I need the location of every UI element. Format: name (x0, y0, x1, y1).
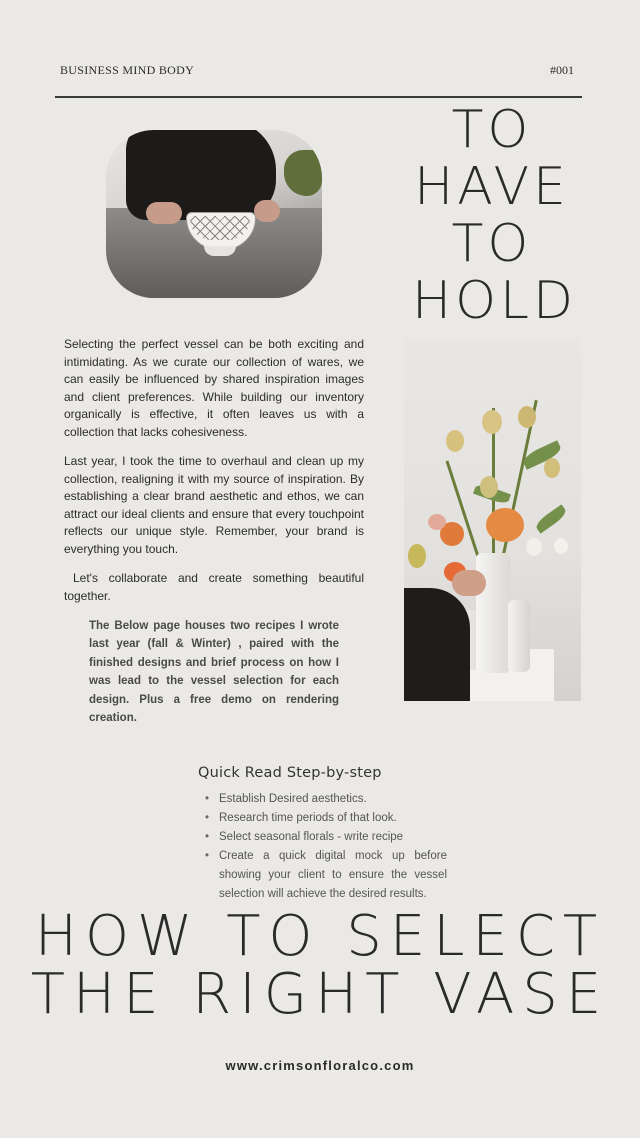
photo-ranunculus-orange (486, 508, 524, 542)
list-item: • Research time periods of that look. (205, 809, 447, 828)
list-item: • Select seasonal florals - write recipe (205, 828, 447, 847)
photo-bowl-base (204, 246, 236, 256)
main-title-line: THE RIGHT VASE (30, 962, 610, 1027)
header-brand: BUSINESS MIND BODY (60, 63, 195, 77)
photo-plant (284, 150, 322, 196)
main-title (0, 904, 640, 1027)
photo-tulip-yellow (446, 430, 464, 452)
main-title-line: HOW TO SELECT (34, 904, 606, 969)
list-item: • Create a quick digital mock up before showing your client to ensure the vessel selection will achieve the desired results. (205, 847, 447, 904)
title-line: TO (451, 100, 533, 160)
photo-vase (508, 600, 530, 672)
photo-hand (452, 570, 486, 596)
photo-bowl-arrangement (106, 130, 322, 298)
photo-flower-pink (428, 514, 446, 530)
footer-website-link[interactable]: www.crimsonfloralco.com (225, 1058, 415, 1073)
photo-tulip-yellow (480, 476, 498, 498)
quick-read-title: Quick Read Step-by-step (198, 765, 382, 781)
recipes-note: The Below page houses two recipes I wrote last year (fall & Winter) , paired with the finished designs and brief process on how I was lead to the vessel selection for each design. Plus a free demo on rendering creation. (89, 620, 339, 725)
quick-read-list (205, 790, 447, 904)
photo-tulip-yellow (518, 406, 536, 428)
list-item: • Establish Desired aesthetics. (205, 790, 447, 809)
photo-arm (404, 588, 470, 701)
photo-hand-right (254, 200, 280, 222)
photo-tulips-vases (404, 338, 581, 701)
photo-tulip-yellow (482, 410, 502, 434)
header-divider (55, 96, 582, 98)
issue-number: #001 (550, 63, 574, 77)
photo-flower-white (526, 538, 542, 556)
overhaul-paragraph: Last year, I took the time to overhaul and clean up my collection, realigning it with my source of inspiration. By establishing a clear brand aesthetic and ethos, we can attract our ideal clients and ensure that every touchpoint reflects our unique style. Remember, your brand is everything you touch. (64, 454, 364, 556)
intro-paragraph: Selecting the perfect vessel can be both exciting and intimidating. As we curate our collection of wares, we can easily be influenced by shared inspiration images and client preferences. While building our inventory organically is effective, it often leaves us with a collection that lacks cohesiveness. (64, 337, 364, 439)
title-line: HOLD (412, 271, 578, 331)
collaborate-paragraph: Let's collaborate and create something beautiful together. (64, 571, 364, 603)
photo-tulip-yellow (544, 458, 560, 478)
photo-tulip-yellow (408, 544, 426, 568)
title-line: HAVE (414, 157, 570, 217)
photo-flower-white (554, 538, 568, 554)
photo-hand-left (146, 202, 182, 224)
title-line: TO (451, 214, 533, 274)
photo-leaf (534, 504, 569, 533)
title-to-have-to-hold (412, 100, 578, 331)
photo-vase (476, 553, 510, 673)
